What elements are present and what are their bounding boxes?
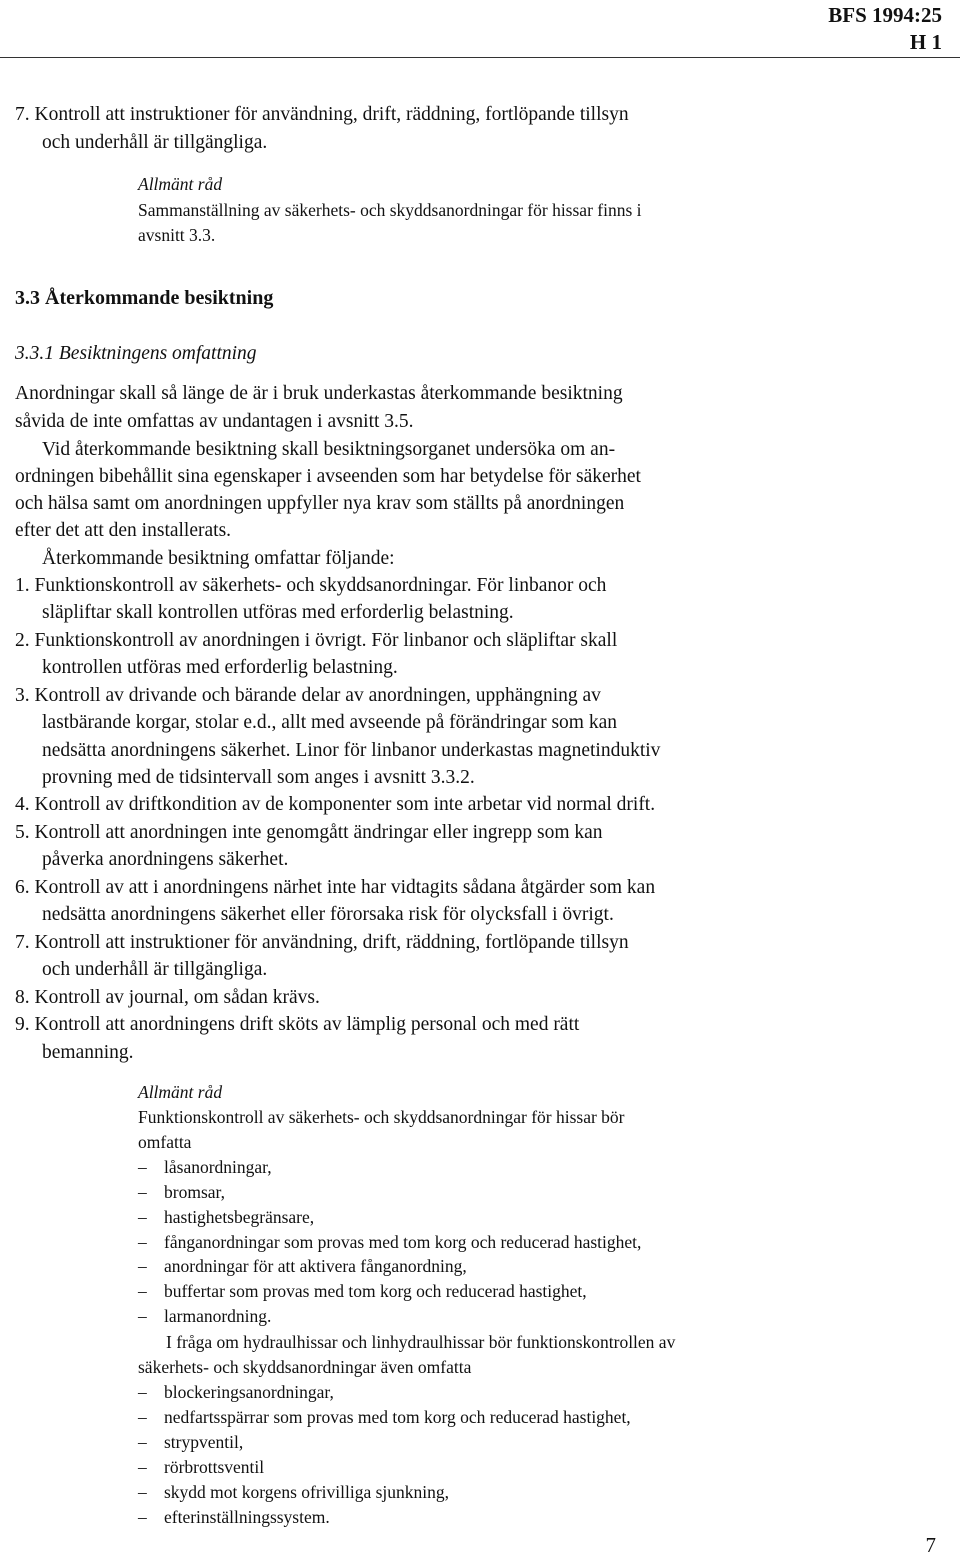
dash-item — [138, 1205, 314, 1230]
dash-item — [138, 1254, 467, 1279]
dash-item-text: buffertar som provas med tom korg och reducerad hastighet, — [164, 1281, 587, 1301]
dash-item-text: larmanordning. — [164, 1306, 272, 1326]
dash-item — [138, 1455, 264, 1480]
list-item-7-line2: och underhåll är tillgängliga. — [42, 959, 268, 980]
top-item-7-line1: 7. Kontroll att instruktioner för användning, drift, räddning, fortlöpande tillsyn — [15, 104, 629, 125]
paragraph2-line2: ordningen bibehållit sina egenskaper i avseenden som har betydelse för säkerhet — [15, 466, 641, 487]
list-item-5-line2: påverka anordningens säkerhet. — [42, 849, 289, 870]
dash-item — [138, 1155, 272, 1180]
dash-marker: – — [138, 1482, 147, 1502]
dash-marker: – — [138, 1232, 147, 1252]
advice-label: Allmänt råd — [138, 174, 223, 194]
paragraph1-line2: såvida de inte omfattas av undantagen i avsnitt 3.5. — [15, 411, 414, 432]
list-item-5-line1: 5. Kontroll att anordningen inte genomgått ändringar eller ingrepp som kan — [15, 822, 603, 843]
dash-marker: – — [138, 1407, 147, 1427]
paragraph1-line1: Anordningar skall så länge de är i bruk underkastas återkommande besiktning — [15, 383, 623, 404]
dash-item — [138, 1180, 225, 1205]
list-item-1-line2: släpliftar skall kontrollen utföras med erforderlig belastning. — [42, 602, 514, 623]
advice2-intro-line1: Funktionskontroll av säkerhets- och skyddsanordningar för hissar bör — [138, 1107, 625, 1127]
section-heading: 3.3 Återkommande besiktning — [15, 287, 274, 309]
dash-item-text: skydd mot korgens ofrivilliga sjunkning, — [164, 1482, 450, 1502]
list-item-9-line2: bemanning. — [42, 1042, 134, 1063]
advice2-intro-line2: omfatta — [138, 1132, 192, 1152]
dash-marker: – — [138, 1281, 147, 1301]
dash-item-text: nedfartsspärrar som provas med tom korg och reducerad hastighet, — [164, 1407, 631, 1427]
dash-item — [138, 1304, 271, 1329]
dash-marker: – — [138, 1432, 147, 1452]
dash-item — [138, 1230, 641, 1255]
advice2-paragraph-line1: I fråga om hydraulhissar och linhydraulhissar bör funktionskontrollen av — [166, 1332, 676, 1352]
top-item-7-line2: och underhåll är tillgängliga. — [42, 132, 268, 153]
list-item-4-line1: 4. Kontroll av driftkondition av de komponenter som inte arbetar vid normal drift. — [15, 794, 656, 815]
subsection-heading: 3.3.1 Besiktningens omfattning — [15, 343, 257, 364]
dash-item-text: hastighetsbegränsare, — [164, 1207, 315, 1227]
list-item-6-line1: 6. Kontroll av att i anordningens närhet inte har vidtagits sådana åtgärder som kan — [15, 877, 656, 898]
paragraph3: Återkommande besiktning omfattar följande: — [42, 548, 395, 569]
dash-marker: – — [138, 1207, 147, 1227]
page-number: 7 — [925, 1533, 936, 1557]
list-item-9-line1: 9. Kontroll att anordningens drift sköts av lämplig personal och med rätt — [15, 1014, 580, 1035]
dash-item-text: anordningar för att aktivera fånganordning, — [164, 1256, 467, 1276]
dash-item — [138, 1480, 449, 1505]
paragraph2-line4: efter det att den installerats. — [15, 520, 232, 541]
dash-marker: – — [138, 1306, 147, 1326]
document-code: BFS 1994:25 — [828, 3, 942, 27]
advice-text-line2: avsnitt 3.3. — [138, 225, 216, 245]
list-item-7-line1: 7. Kontroll att instruktioner för användning, drift, räddning, fortlöpande tillsyn — [15, 932, 629, 953]
page-header — [828, 2, 942, 56]
dash-item — [138, 1505, 330, 1530]
dash-item-text: rörbrottsventil — [164, 1457, 265, 1477]
dash-item — [138, 1430, 243, 1455]
paragraph2-line3: och hälsa samt om anordningen uppfyller nya krav som ställts på anordningen — [15, 493, 625, 514]
section-code: H 1 — [909, 30, 942, 54]
list-item-1-line1: 1. Funktionskontroll av säkerhets- och skyddsanordningar. För linbanor och — [15, 575, 607, 596]
list-item-2-line1: 2. Funktionskontroll av anordningen i övrigt. För linbanor och släpliftar skall — [15, 630, 618, 651]
list-item-3-line1: 3. Kontroll av drivande och bärande delar av anordningen, upphängning av — [15, 685, 601, 706]
dash-marker: – — [138, 1157, 147, 1177]
dash-marker: – — [138, 1256, 147, 1276]
advice-text-line1: Sammanställning av säkerhets- och skyddsanordningar för hissar finns i — [138, 200, 642, 220]
dash-item — [138, 1279, 587, 1304]
list-item-3-line2: lastbärande korgar, stolar e.d., allt med avseende på förändringar som kan — [42, 712, 617, 733]
dash-item-text: låsanordningar, — [164, 1157, 272, 1177]
list-item-3-line4: provning med de tidsintervall som anges i avsnitt 3.3.2. — [42, 767, 475, 788]
list-item-2-line2: kontrollen utföras med erforderlig belastning. — [42, 657, 398, 678]
dash-item — [138, 1405, 631, 1430]
dash-item-text: bromsar, — [164, 1182, 226, 1202]
dash-item-text: strypventil, — [164, 1432, 244, 1452]
list-item-8-line1: 8. Kontroll av journal, om sådan krävs. — [15, 987, 320, 1008]
dash-item-text: blockeringsanordningar, — [164, 1382, 334, 1402]
header-rule — [0, 57, 960, 58]
dash-marker: – — [138, 1382, 147, 1402]
list-item-3-line3: nedsätta anordningens säkerhet. Linor för linbanor underkastas magnetinduktiv — [42, 740, 661, 761]
dash-marker: – — [138, 1507, 147, 1527]
advice2-label: Allmänt råd — [138, 1082, 223, 1102]
dash-item-text: efterinställningssystem. — [164, 1507, 330, 1527]
list-item-6-line2: nedsätta anordningens säkerhet eller förorsaka risk för olycksfall i övrigt. — [42, 904, 614, 925]
dash-marker: – — [138, 1457, 147, 1477]
paragraph2-line1: Vid återkommande besiktning skall besiktningsorganet undersöka om an- — [42, 439, 616, 460]
dash-marker: – — [138, 1182, 147, 1202]
dash-item-text: fånganordningar som provas med tom korg och reducerad hastighet, — [164, 1232, 642, 1252]
advice2-paragraph-line2: säkerhets- och skyddsanordningar även omfatta — [138, 1357, 472, 1377]
dash-item — [138, 1380, 334, 1405]
